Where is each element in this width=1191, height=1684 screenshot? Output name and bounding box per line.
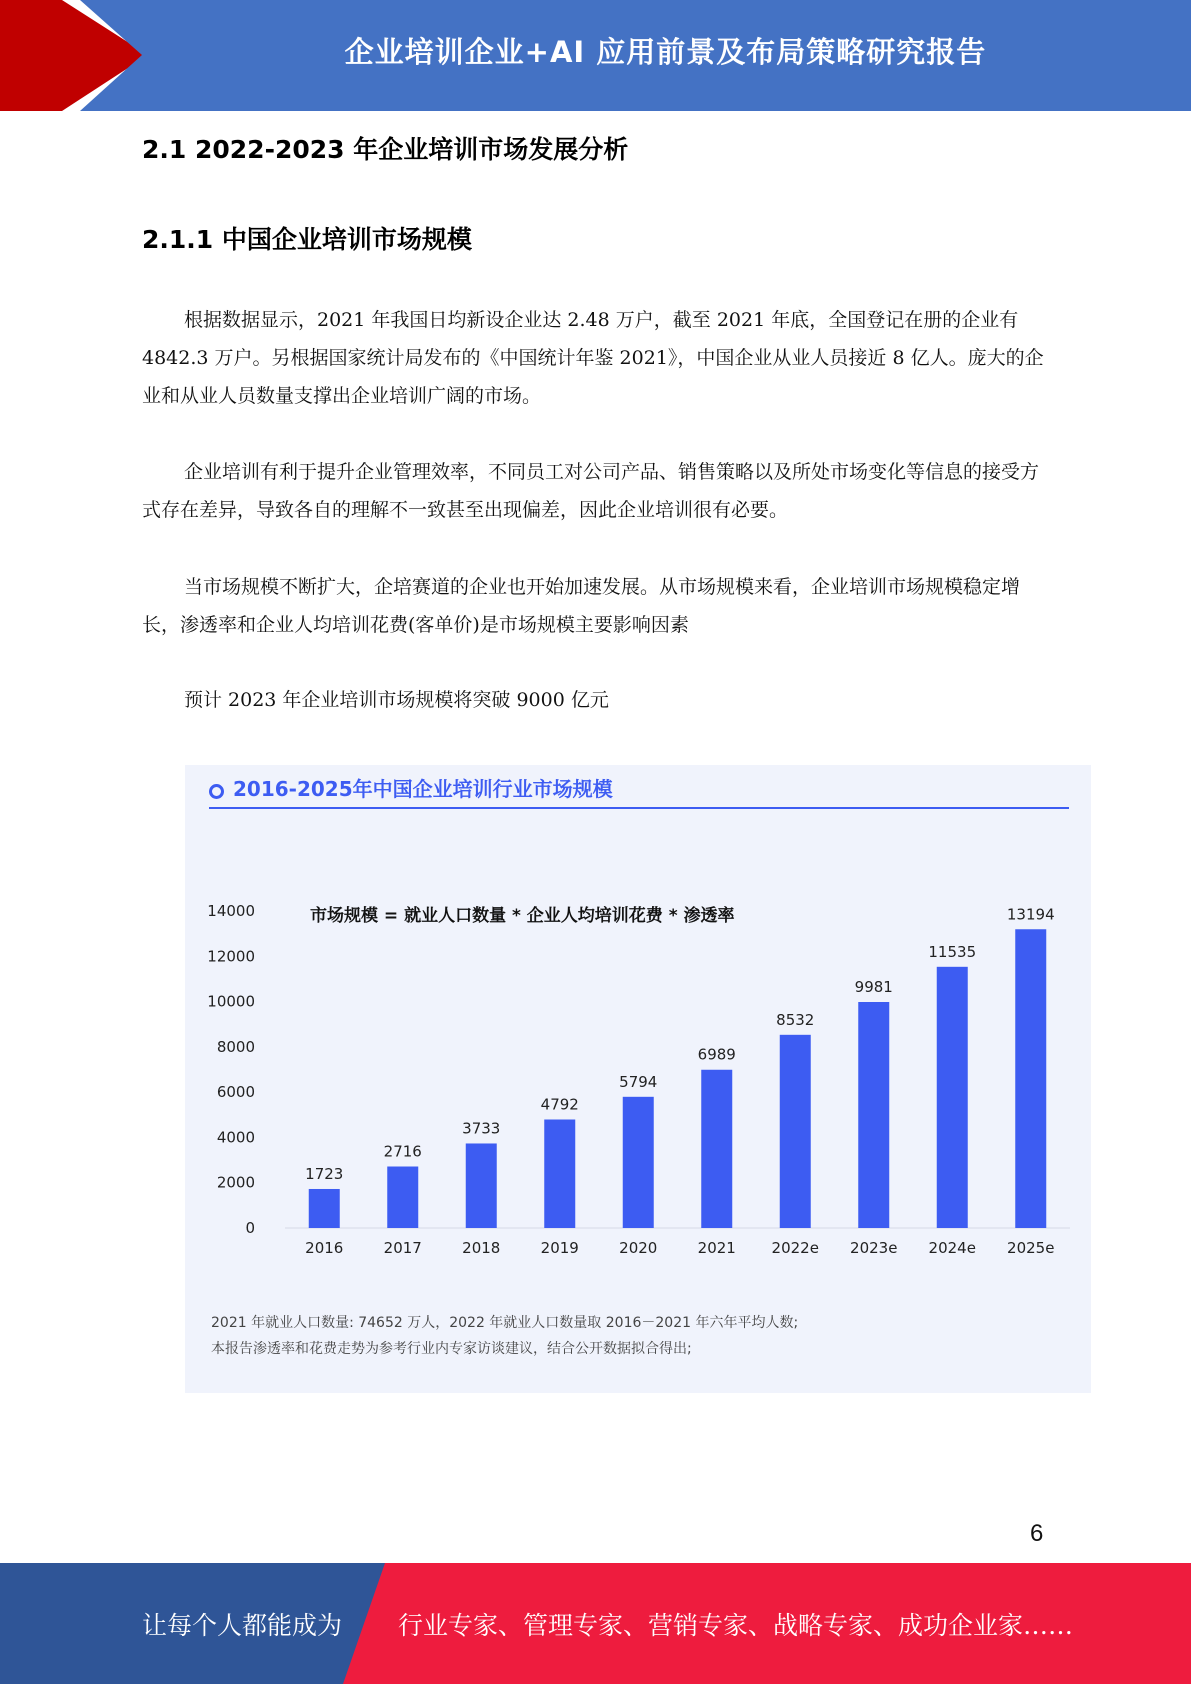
bar-value-label: 9981 [854,978,893,997]
chart-panel [185,765,1091,1393]
y-tick-label: 2000 [216,1173,255,1192]
section-heading: 2.1 2022-2023 年企业培训市场发展分析 [142,135,629,164]
paragraph: 企业培训有利于提升企业管理效率，不同员工对公司产品、销售策略以及所处市场变化等信息的接受方式存在差异，导致各自的理解不一致甚至出现偏差，因此企业培训很有必要。 [142,461,1040,521]
x-tick-label: 2022e [771,1239,819,1257]
footer-slogan-right: 行业专家、管理专家、营销专家、战略专家、成功企业家…… [398,1610,1074,1640]
bar [780,1035,811,1228]
bar-chart [185,765,1091,1310]
x-tick-label: 2018 [462,1239,501,1257]
bar-value-label: 5794 [619,1072,658,1091]
paragraph: 当市场规模不断扩大，企培赛道的企业也开始加速发展。从市场规模来看，企业培训市场规模稳定增长，渗透率和企业人均培训花费(客单价)是市场规模主要影响因素 [142,576,1021,636]
x-tick-label: 2019 [540,1239,579,1257]
subsection-heading: 2.1.1 中国企业培训市场规模 [142,225,472,254]
footer-slogan-left: 让每个人都能成为 [142,1610,343,1640]
bar-value-label: 2716 [383,1142,422,1161]
page-footer [0,1563,1191,1684]
y-tick-label: 0 [245,1219,255,1237]
bar [701,1070,732,1228]
x-tick-label: 2016 [305,1239,344,1257]
paragraph: 预计 2023 年企业培训市场规模将突破 9000 亿元 [184,689,609,711]
header-arrow-decoration [0,0,150,111]
x-tick-label: 2023e [850,1239,898,1257]
chart-notes [211,1310,1071,1362]
chart-note: 2021 年就业人口数量: 74652 万人，2022 年就业人口数量取 2016－2021 年六年平均人数; [211,1315,799,1331]
bar [623,1097,654,1228]
report-title: 企业培训企业+AI 应用前景及布局策略研究报告 [344,34,987,69]
bar [309,1189,340,1228]
bar-value-label: 6989 [697,1045,736,1064]
bar-value-label: 8532 [776,1010,815,1029]
bar-value-label: 3733 [462,1119,501,1138]
page-header [0,0,1191,111]
bar [937,967,968,1228]
bar [387,1167,418,1228]
x-tick-label: 2020 [619,1239,658,1257]
bar [544,1119,575,1228]
y-tick-label: 10000 [207,992,255,1011]
bar [466,1143,497,1228]
y-tick-label: 14000 [207,902,255,920]
bar-value-label: 1723 [305,1164,344,1183]
y-tick-label: 4000 [216,1128,255,1147]
bar [858,1002,889,1228]
chart-title: 2016-2025年中国企业培训行业市场规模 [233,777,613,801]
x-tick-label: 2025e [1007,1239,1055,1257]
bar-value-label: 11535 [928,942,977,961]
bar [1015,929,1046,1228]
bar-value-label: 13194 [1006,905,1055,924]
x-tick-label: 2017 [383,1239,422,1257]
y-tick-label: 8000 [216,1037,255,1056]
x-tick-label: 2021 [697,1239,736,1257]
chart-annotation: 市场规模 = 就业人口数量 * 企业人均培训花费 * 渗透率 [310,906,735,926]
y-tick-label: 6000 [216,1083,255,1102]
bar-value-label: 4792 [540,1095,579,1114]
paragraph: 根据数据显示，2021 年我国日均新设企业达 2.48 万户，截至 2021 年底，全国登记在册的企业有 4842.3 万户。另根据国家统计局发布的《中国统计年鉴 2021》，中国企业从业人员接近 8 亿人。庞大的企业和从业人员数量支撑出企业培训广阔的市场。 [142,309,1044,407]
x-tick-label: 2024e [928,1239,976,1257]
page-number: 6 [1030,1520,1044,1547]
chart-note: 本报告渗透率和花费走势为参考行业内专家访谈建议，结合公开数据拟合得出; [211,1341,692,1357]
y-tick-label: 12000 [207,947,255,966]
